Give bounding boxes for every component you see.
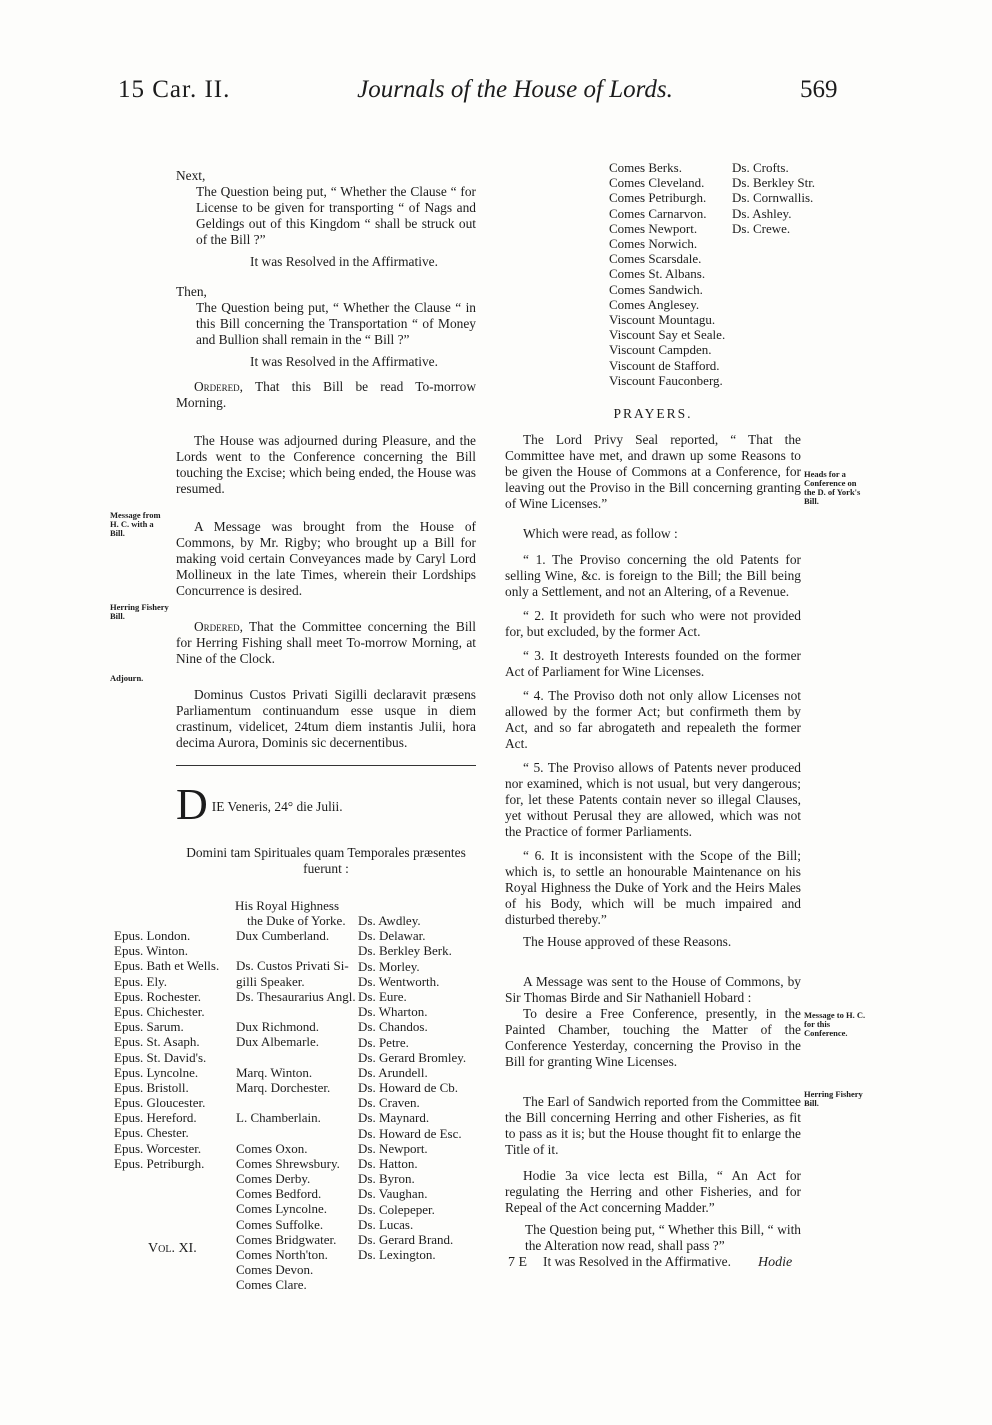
noble-entry: Comes Derby. — [236, 1171, 311, 1186]
earl-entry: Comes St. Albans. — [609, 266, 706, 282]
bishop-entry: Epus. London. — [114, 928, 191, 943]
bishop-entry: Epus. Bath et Wells. — [114, 958, 220, 974]
left-column-lower — [176, 379, 476, 751]
sandwich-report: The Earl of Sandwich reported from the Committee the Bill concerning Herring and other Fisheries, as fit to pass as it is; but the House thought fit to enlarge the Title of it. — [505, 1094, 801, 1157]
die-veneris-heading: D IE Veneris, 24° die Julii. — [176, 780, 343, 829]
lord-privy-seal-report: The Lord Privy Seal reported, “ That the Committee have met, and drawn up some Reasons to be given the House of Commons at a Conference, for leaving out the Proviso in the Bill concerning granting of Wine Licenses.” — [505, 432, 801, 511]
right-column — [505, 406, 801, 1270]
baron-entry: Ds. Howard de Esc. — [358, 1125, 462, 1141]
then-label: Then, — [176, 284, 207, 299]
noble-entry: L. Chamberlain. — [236, 1110, 321, 1126]
baron-entry: Ds. Awdley. — [358, 913, 421, 928]
noble-entry: Comes Bridgwater. — [236, 1231, 337, 1247]
baron-entry: Ds. Lucas. — [358, 1216, 414, 1232]
catchword: Hodie — [758, 1255, 793, 1270]
baron-entry: Ds. Byron. — [358, 1171, 415, 1187]
noble-entry — [236, 1004, 356, 1019]
earl-entry: Comes Anglesey. — [609, 296, 700, 312]
noble-entry — [236, 943, 356, 958]
earl-entry: Comes Sandwich. — [609, 281, 703, 297]
reason-5: “ 5. The Proviso allows of Patents never produced nor examined, which is not usual, but very dangerous; for, let these Patents contain never so illegal Clauses, yet without Perusal they are allowed, which was not the Practice of former Parliaments. — [505, 760, 801, 839]
third-reading: Hodie 3a vice lecta est Billa, “ An Act for regulating the Herring and other Fisheries, and for Repeal of the Act concerning Madder.” — [505, 1168, 801, 1215]
reason-2: “ 2. It provideth for such who were not provided for, but excluded, by the former Act. — [505, 608, 801, 639]
noble-entry — [236, 1050, 356, 1065]
baron-entry: Ds. Lexington. — [358, 1247, 436, 1263]
bishop-entry: Epus. Worcester. — [114, 1140, 202, 1156]
message-to-commons: A Message was sent to the House of Commons, by Sir Thomas Birde and Sir Nathaniell Hobard : — [505, 974, 801, 1005]
ordered-bill-read: Ordered, That this Bill be read To-morrow Morning. — [176, 379, 477, 410]
noble-entry — [236, 1125, 356, 1140]
nobles-list — [236, 928, 356, 1293]
bishop-entry: Epus. Hereford. — [114, 1110, 197, 1126]
bishop-entry: Epus. St. David's. — [114, 1049, 207, 1065]
resolved-1: It was Resolved in the Affirmative. — [250, 254, 438, 269]
earls-list-right — [609, 160, 706, 312]
earl-entry: Comes Berks. — [609, 160, 682, 175]
noble-entry: Ds. Custos Privati Si- — [236, 958, 349, 974]
bishop-entry: Epus. Rochester. — [114, 988, 202, 1004]
domini-present: Domini tam Spirituales quam Temporales præsentes fuerunt : — [186, 845, 466, 876]
baron-entry: Ds. Craven. — [358, 1095, 420, 1111]
noble-entry: Marq. Winton. — [236, 1064, 313, 1080]
baron-entry: Ds. Vaughan. — [358, 1186, 428, 1202]
noble-entry: Comes North'ton. — [236, 1246, 328, 1262]
margin-note-heads: Heads for a Conference on the D. of York's Bill. — [804, 469, 861, 506]
viscount-entry: Viscount Say et Seale. — [609, 327, 726, 343]
bishop-entry: Epus. Sarum. — [114, 1019, 184, 1035]
which-were-read: Which were read, as follow : — [523, 526, 678, 541]
noble-entry: Comes Bedford. — [236, 1186, 322, 1202]
margin-note-herring-right: Herring Fishery Bill. — [804, 1089, 863, 1108]
baron-entry: Ds. Colepeper. — [358, 1201, 435, 1217]
bishop-entry: Epus. Ely. — [114, 973, 167, 989]
baron-entry: Ds. Newport. — [358, 1140, 428, 1156]
bishop-entry: Epus. Gloucester. — [114, 1095, 206, 1111]
noble-entry — [236, 1095, 356, 1110]
earl-entry: Comes Norwich. — [609, 235, 698, 251]
earl-entry: Comes Cleveland. — [609, 175, 705, 191]
question-pass: The Question being put, “ Whether this Bill, “ with the Alteration now read, shall pass ?” — [525, 1222, 801, 1253]
baron-entry: Ds. Berkley Berk. — [358, 943, 452, 959]
baron-entry: Ds. Delawar. — [358, 928, 426, 944]
noble-entry: Comes Oxon. — [236, 1140, 308, 1156]
viscounts-list — [609, 312, 725, 388]
reason-4: “ 4. The Proviso doth not only allow Licenses not allowed by the former Act; but confirmeth them by Act, and so far abrogateth and repealeth the former Act. — [505, 688, 801, 751]
bishop-entry: Epus. Petriburgh. — [114, 1155, 205, 1171]
baron-entry: Ds. Wentworth. — [358, 973, 440, 989]
question-money: The Question being put, “ Whether the Clause “ in this Bill concerning the Transportation “ of Money and Bullion shall remain in the “ Bill ?” — [196, 300, 476, 347]
noble-entry: Dux Albemarle. — [236, 1034, 320, 1050]
noble-entry: Comes Clare. — [236, 1277, 307, 1293]
section-rule — [176, 765, 476, 766]
earl-entry: Comes Carnarvon. — [609, 205, 707, 221]
baron-entry: Ds. Gerard Bromley. — [358, 1049, 467, 1065]
baron-entry: Ds. Wharton. — [358, 1004, 428, 1020]
noble-entry: Comes Devon. — [236, 1262, 314, 1278]
margin-note-message-to: Message to H. C. for this Conference. — [804, 1010, 866, 1038]
margin-note-message: Message from H. C. with a Bill. — [110, 510, 161, 538]
ordered-lead: Ordered, — [194, 379, 244, 394]
free-conference-desire: To desire a Free Conference, presently, in the Painted Chamber, touching the Matter of the Conference Yesterday, concerning the Proviso in the Bill for granting Wine Licenses. — [505, 1006, 801, 1069]
baron-entry: Ds. Cornwallis. — [732, 190, 814, 206]
baron-entry: Ds. Howard de Cb. — [358, 1080, 459, 1096]
viscount-entry: Viscount Campden. — [609, 342, 712, 358]
baron-entry: Ds. Eure. — [358, 988, 407, 1004]
viscount-entry: Viscount de Stafford. — [609, 357, 720, 373]
bishop-entry: Epus. Chichester. — [114, 1003, 205, 1019]
bishop-entry: Epus. Lyncolne. — [114, 1064, 199, 1080]
bishop-entry: Epus. Chester. — [114, 1125, 189, 1141]
question-nags: The Question being put, “ Whether the Clause “ for License to be given for transporting “ of Nags and Geldings out of this Kingdom “ shall be struck out of the Bill ?” — [196, 184, 476, 247]
bishop-entry: Epus. Bristoll. — [114, 1079, 189, 1095]
noble-entry: Dux Richmond. — [236, 1019, 320, 1035]
bishops-list — [114, 928, 219, 1171]
viscount-entry: Viscount Fauconberg. — [609, 372, 723, 388]
noble-entry: Comes Lyncolne. — [236, 1201, 327, 1217]
reason-3: “ 3. It destroyeth Interests founded on the former Act of Parliament for Wine Licenses. — [505, 648, 801, 679]
message-from-commons: A Message was brought from the House of Commons, by Mr. Rigby; who brought up a Bill for making void certain Conveyances made by Caryl Lord Mollineux in the late Times, wherein their Lordships Concurrence is desired. — [176, 519, 476, 598]
baron-entry: Ds. Petre. — [358, 1034, 409, 1050]
baron-entry: Ds. Gerard Brand. — [358, 1231, 454, 1247]
baron-entry: Ds. Arundell. — [358, 1064, 428, 1080]
reason-6: “ 6. It is inconsistent with the Scope of the Bill; which is, to settle an honourable Maintenance on his Royal Highness the Duke of York and the Heirs Males of his Body, which will be much impaired and disturbed thereby.” — [505, 848, 801, 927]
earl-entry: Comes Petriburgh. — [609, 190, 707, 206]
noble-entry: gilli Speaker. — [236, 973, 305, 989]
volume-label: Vol. XI. — [148, 1241, 197, 1256]
baron-entry: Ds. Maynard. — [358, 1110, 430, 1126]
noble-entry: Comes Shrewsbury. — [236, 1155, 340, 1171]
house-approved: The House approved of these Reasons. — [523, 934, 732, 949]
adjourn-latin: Dominus Custos Privati Sigilli declaravit præsens Parliamentum continuandum esse usque in diem crastinum, videlicet, 24tum diem instantis Julii, hora decima Aurora, Dominis sic decernentibus. — [176, 687, 476, 750]
barons-list — [358, 913, 466, 1262]
left-column-upper — [176, 168, 476, 370]
baron-entry: Ds. Hatton. — [358, 1156, 418, 1171]
margin-note-herring: Herring Fishery Bill. — [110, 602, 169, 621]
bishop-entry: Epus. St. Asaph. — [114, 1034, 200, 1050]
earl-entry: Comes Scarsdale. — [609, 251, 702, 267]
barons-list-right — [732, 160, 815, 236]
noble-entry: Comes Suffolke. — [236, 1216, 324, 1232]
running-head-left: 15 Car. II. — [118, 76, 231, 103]
next-label: Next, — [176, 168, 206, 183]
earl-entry: Comes Newport. — [609, 220, 698, 236]
bishop-entry: Epus. Winton. — [114, 943, 188, 959]
viscount-entry: Viscount Mountagu. — [609, 312, 716, 327]
reason-1: “ 1. The Proviso concerning the old Patents for selling Wine, &c. is foreign to the Bill; the Bill being only a Settlement, and not an Altering, of a Revenue. — [505, 552, 801, 599]
margin-note-adjourn: Adjourn. — [110, 673, 144, 683]
running-head-title: Journals of the House of Lords. — [357, 76, 673, 103]
noble-entry: Marq. Dorchester. — [236, 1079, 331, 1095]
drop-capital: D — [176, 780, 208, 829]
baron-entry: Ds. Berkley Str. — [732, 175, 816, 191]
ordered-herring-committee: Ordered, That the Committee concerning the Bill for Herring Fishing shall meet To-morrow Morning, at Nine of the Clock. — [176, 619, 476, 666]
noble-entry: Ds. Thesaurarius Angl. — [236, 988, 356, 1004]
resolved-3: It was Resolved in the Affirmative. — [543, 1254, 731, 1269]
baron-entry: Ds. Ashley. — [732, 205, 792, 221]
baron-entry: Ds. Chandos. — [358, 1019, 428, 1035]
baron-entry: Ds. Crofts. — [732, 160, 789, 175]
house-adjourned: The House was adjourned during Pleasure, and the Lords went to the Conference concerning the Bill touching the Excise; which being ended, the House was resumed. — [176, 433, 476, 496]
baron-entry: Ds. Crewe. — [732, 220, 791, 236]
page-number: 569 — [800, 76, 838, 103]
baron-entry: Ds. Morley. — [358, 958, 420, 974]
signature-mark: 7 E — [508, 1255, 528, 1270]
royal-highness-heading: His Royal Highness the Duke of Yorke. — [235, 898, 346, 929]
resolved-2: It was Resolved in the Affirmative. — [250, 354, 438, 369]
noble-entry: Dux Cumberland. — [236, 928, 330, 943]
prayers-heading: PRAYERS. — [613, 406, 693, 421]
